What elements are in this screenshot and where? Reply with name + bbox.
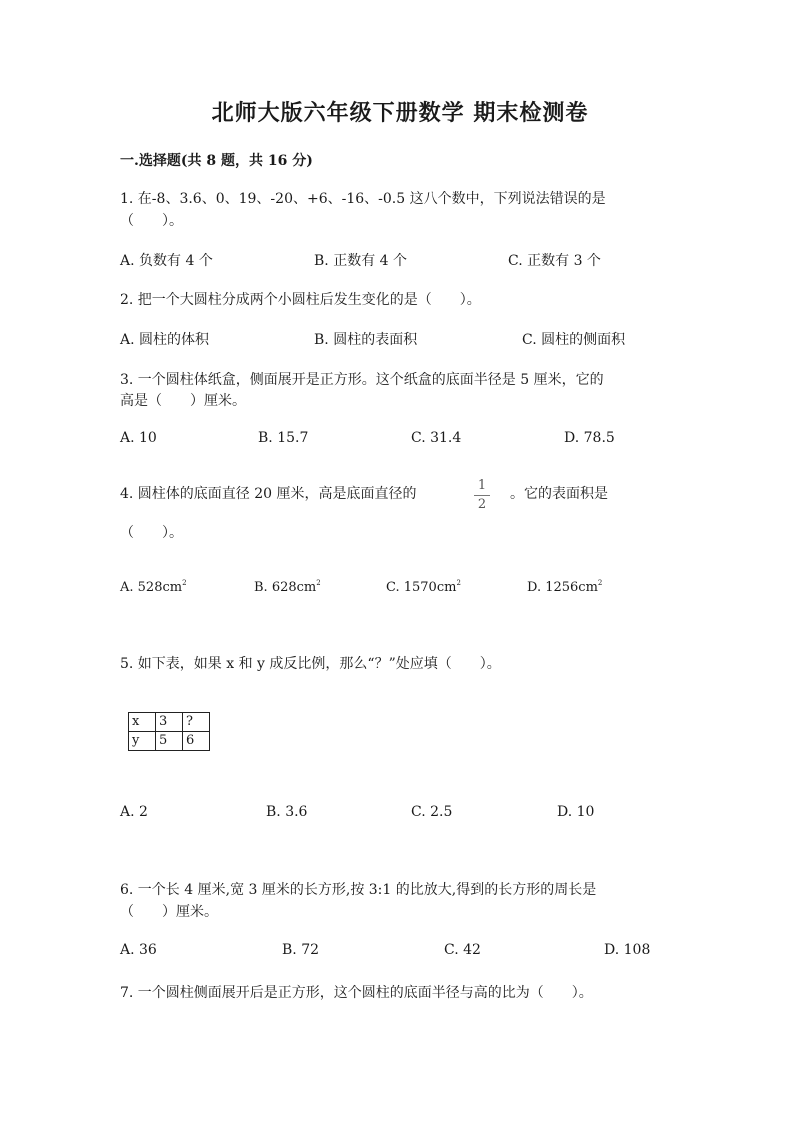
question-text: 2. 把一个大圆柱分成两个小圆柱后发生变化的是（ ）。	[120, 292, 481, 308]
option-b[interactable]: B. 72	[282, 942, 320, 958]
option-a-label: A. 528cm	[120, 580, 183, 595]
question-text-cont: （ ）。	[120, 525, 183, 541]
xy-table	[128, 712, 210, 751]
unit-superscript: 2	[456, 579, 461, 587]
question-text-cont: （ ）。	[120, 213, 183, 229]
table-row	[129, 713, 210, 732]
table-cell: y	[129, 732, 156, 751]
table-cell: x	[129, 713, 156, 732]
table-row	[129, 732, 210, 751]
question-text-cont: （ ）厘米。	[120, 904, 218, 920]
option-c[interactable]: C. 31.4	[411, 430, 462, 446]
table-cell: 5	[156, 732, 183, 751]
fraction-one-half	[472, 478, 492, 513]
option-a[interactable]: A. 负数有 4 个	[120, 253, 213, 269]
option-c[interactable]: C. 2.5	[411, 804, 453, 820]
question-text: 6. 一个长 4 厘米,宽 3 厘米的长方形,按 3:1 的比放大,得到的长方形的周长是	[120, 882, 597, 898]
table-cell: 6	[183, 732, 210, 751]
option-b[interactable]: B. 圆柱的表面积	[314, 332, 418, 348]
option-c-label: C. 1570cm	[386, 580, 457, 595]
option-c[interactable]: C. 正数有 3 个	[508, 253, 601, 269]
table-cell: 3	[156, 713, 183, 732]
option-b[interactable]	[254, 579, 321, 595]
question-text-after: 。它的表面积是	[510, 486, 608, 502]
unit-superscript: 2	[597, 579, 603, 587]
question-text: 5. 如下表，如果 x 和 y 成反比例，那么“？”处应填（ ）。	[120, 656, 501, 672]
page-title: 北师大版六年级下册数学 期末检测卷	[211, 100, 589, 126]
option-b[interactable]: B. 正数有 4 个	[314, 253, 407, 269]
question-text: 4. 圆柱体的底面直径 20 厘米，高是底面直径的	[120, 486, 417, 502]
option-b-label: B. 628cm	[254, 580, 317, 595]
option-c[interactable]	[386, 579, 461, 595]
option-d[interactable]: D. 108	[604, 942, 651, 958]
table-cell: ?	[183, 713, 210, 732]
question-text-cont: 高是（ ）厘米。	[120, 393, 246, 409]
option-d[interactable]: D. 78.5	[564, 430, 615, 446]
question-text: 7. 一个圆柱侧面展开后是正方形，这个圆柱的底面半径与高的比为（ ）。	[120, 985, 593, 1001]
question-text: 3. 一个圆柱体纸盒，侧面展开是正方形。这个纸盒的底面半径是 5 厘米，它的	[120, 372, 604, 388]
option-c[interactable]: C. 圆柱的侧面积	[522, 332, 626, 348]
section-heading: 一.选择题(共 8 题，共 16 分)	[120, 153, 313, 169]
fraction-denominator: 2	[477, 497, 487, 512]
option-b[interactable]: B. 15.7	[258, 430, 309, 446]
option-a[interactable]: A. 2	[120, 804, 148, 820]
question-text: 1. 在-8、3.6、0、19、-20、+6、-16、-0.5 这八个数中，下列说法错误的是	[120, 191, 606, 207]
option-a[interactable]: A. 36	[120, 942, 157, 958]
unit-superscript: 2	[182, 579, 187, 587]
option-d[interactable]: D. 10	[557, 804, 595, 820]
option-d-label: D. 1256cm	[527, 580, 598, 595]
option-d[interactable]	[527, 579, 602, 595]
fraction-numerator: 1	[477, 478, 487, 493]
option-a[interactable]: A. 圆柱的体积	[120, 332, 210, 348]
option-a[interactable]: A. 10	[120, 430, 157, 446]
option-a[interactable]	[120, 579, 187, 595]
unit-superscript: 2	[316, 579, 321, 587]
option-c[interactable]: C. 42	[444, 942, 481, 958]
option-b[interactable]: B. 3.6	[266, 804, 308, 820]
fraction-bar	[474, 495, 490, 496]
